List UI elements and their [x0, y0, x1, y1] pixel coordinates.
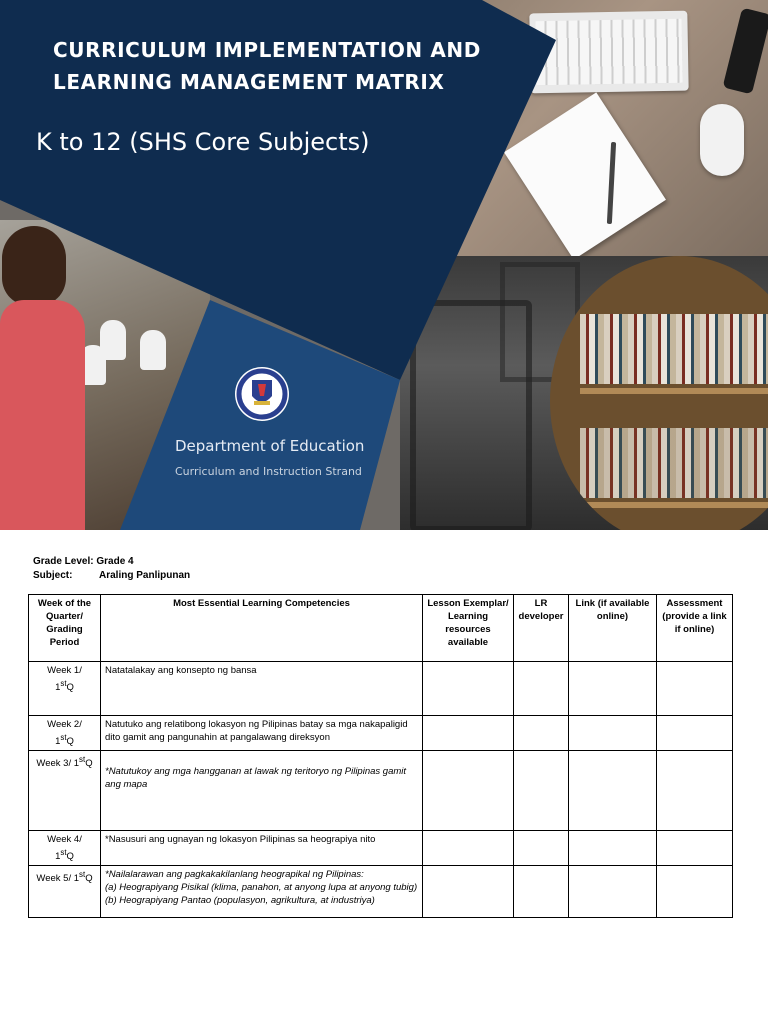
- table-row: [29, 716, 733, 751]
- assessment-cell: [657, 866, 733, 918]
- column-header-week: Week of the Quarter/ Grading Period: [29, 595, 101, 662]
- column-header-link: Link (if available online): [569, 595, 657, 662]
- lesson-exemplar-cell: [423, 866, 514, 918]
- subject-label: Subject:: [33, 570, 73, 581]
- competency-cell: *Nailalarawan ang pagkakakilanlang heograpikal ng Pilipinas: (a) Heograpiyang Pisikal (klima, panahon, at anyong lupa at anyong tubig) (b) Heograpiyang Pantao (populasyon, agrikultura, at industriya): [101, 866, 423, 918]
- column-header-lr-developer: LR developer: [514, 595, 569, 662]
- week-cell: Week 1/ 1stQ: [29, 662, 101, 716]
- assessment-cell: [657, 831, 733, 866]
- lr-developer-cell: [514, 751, 569, 831]
- table-header-row: [29, 595, 733, 662]
- lr-developer-cell: [514, 831, 569, 866]
- lr-developer-cell: [514, 716, 569, 751]
- student-figure: [140, 330, 166, 370]
- keyboard-image: [529, 11, 688, 94]
- grade-level-line: [33, 556, 134, 567]
- competency-cell: Natutuko ang relatibong lokasyon ng Pilipinas batay sa mga nakapaligid dito gamit ang pangunahin at pangalawang direksyon: [101, 716, 423, 751]
- link-cell: [569, 751, 657, 831]
- deped-seal-icon: [234, 366, 290, 422]
- lesson-exemplar-cell: [423, 716, 514, 751]
- column-header-competencies: Most Essential Learning Competencies: [101, 595, 423, 662]
- table-row: [29, 866, 733, 918]
- grade-level-label: Grade Level:: [33, 556, 94, 567]
- lesson-exemplar-cell: [423, 751, 514, 831]
- assessment-cell: [657, 751, 733, 831]
- lr-developer-cell: [514, 662, 569, 716]
- column-header-assessment: Assessment (provide a link if online): [657, 595, 733, 662]
- week-cell: Week 5/ 1stQ: [29, 866, 101, 918]
- week-cell: Week 2/ 1stQ: [29, 716, 101, 751]
- table-row: [29, 751, 733, 831]
- competency-cell: *Nasusuri ang ugnayan ng lokasyon Pilipinas sa heograpiya nito: [101, 831, 423, 866]
- assessment-cell: [657, 716, 733, 751]
- lesson-exemplar-cell: [423, 662, 514, 716]
- grade-level-value: Grade 4: [96, 556, 134, 567]
- link-cell: [569, 866, 657, 918]
- competency-cell: *Natutukoy ang mga hangganan at lawak ng teritoryo ng Pilipinas gamit ang mapa: [101, 751, 423, 831]
- table-row: [29, 662, 733, 716]
- competency-cell: Natatalakay ang konsepto ng bansa: [101, 662, 423, 716]
- link-cell: [569, 831, 657, 866]
- subject-line: [33, 570, 191, 581]
- link-cell: [569, 716, 657, 751]
- teacher-figure: [0, 300, 85, 530]
- table-row: [29, 831, 733, 866]
- lr-developer-cell: [514, 866, 569, 918]
- learning-matrix-table: [28, 594, 733, 918]
- lesson-exemplar-cell: [423, 831, 514, 866]
- column-header-lesson-exemplar: Lesson Exemplar/ Learning resources available: [423, 595, 514, 662]
- document-title: CURRICULUM IMPLEMENTATION AND LEARNING MANAGEMENT MATRIX: [53, 38, 481, 94]
- assessment-cell: [657, 662, 733, 716]
- document-subtitle: K to 12 (SHS Core Subjects): [36, 128, 370, 156]
- mouse-image: [700, 104, 744, 176]
- department-name: Department of Education: [175, 437, 365, 455]
- teacher-figure: [2, 226, 66, 306]
- week-cell: Week 4/ 1stQ: [29, 831, 101, 866]
- strand-name: Curriculum and Instruction Strand: [175, 465, 362, 478]
- link-cell: [569, 662, 657, 716]
- week-cell: Week 3/ 1stQ: [29, 751, 101, 831]
- subject-value: Araling Panlipunan: [99, 570, 191, 581]
